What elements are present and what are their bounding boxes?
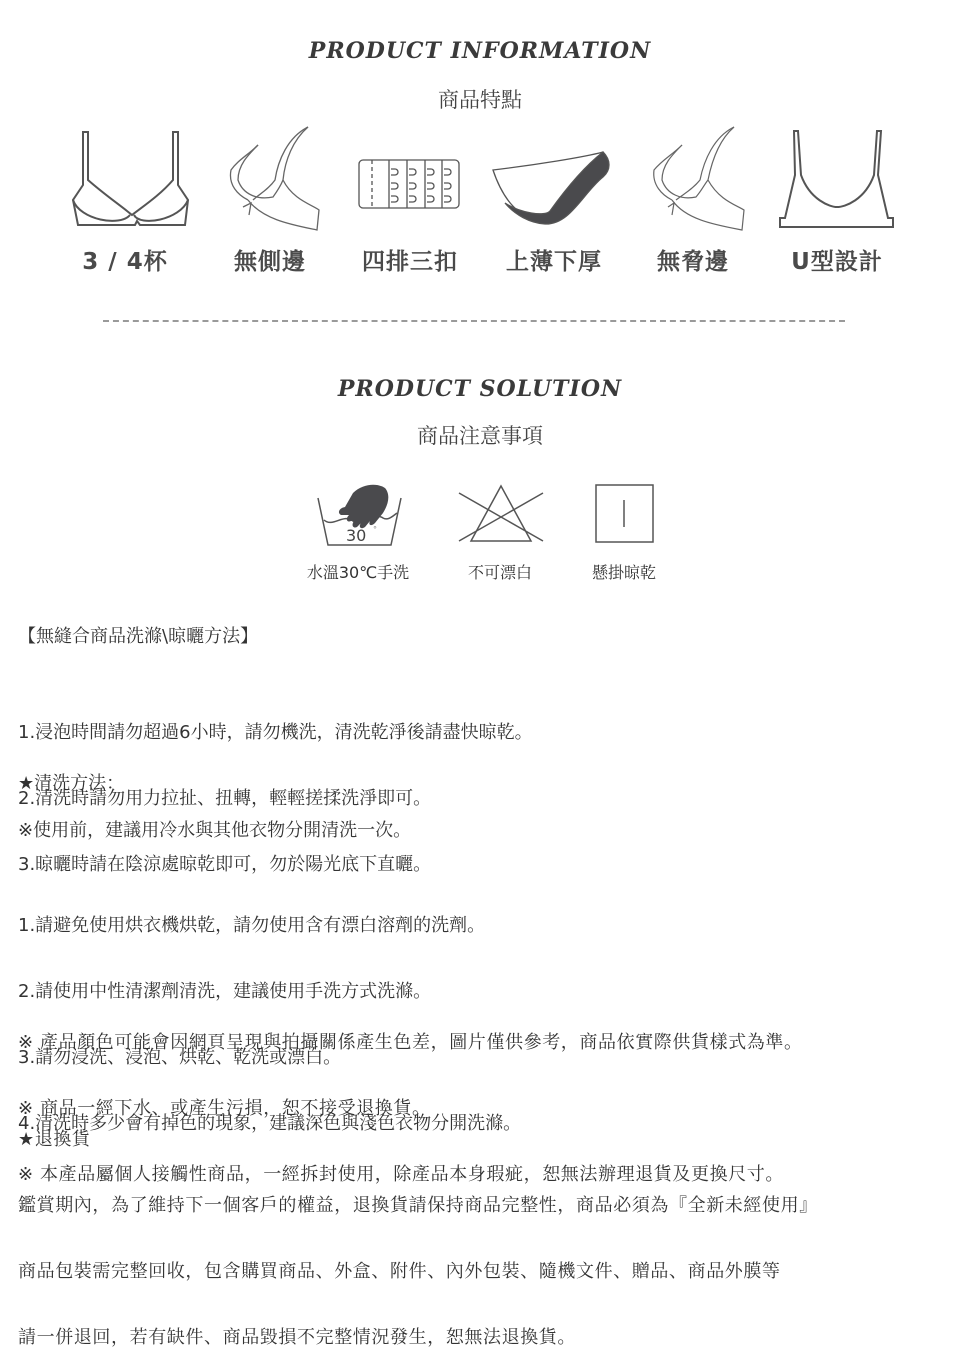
product-features-subtitle: 商品特點: [438, 88, 522, 112]
feature-hook-eye: [352, 125, 482, 235]
cleaning-item: 3.請勿浸洗、浸泡、烘乾、乾洗或漂白。: [18, 1047, 342, 1068]
padded-cup-icon: [485, 125, 625, 235]
svg-text:30: 30: [346, 526, 367, 545]
feature-padded-cup: [485, 125, 615, 235]
no-underarm-bra-icon: [634, 125, 764, 235]
hang-dry-icon: [594, 483, 656, 545]
svg-text:°: °: [373, 525, 377, 534]
notice-item: ※ 本產品屬個人接觸性商品，一經拆封使用，除產品本身瑕疵，恕無法辦理退貨及更換尺寸。: [18, 1164, 784, 1185]
cleaning-item: 1.請避免使用烘衣機烘乾，請勿使用含有漂白溶劑的洗劑。: [18, 915, 486, 936]
notice-item: ※ 產品顏色可能會因網頁呈現與拍攝關係產生色差，圖片僅供參考，商品依實際供貨樣式為準。: [18, 1032, 803, 1053]
returns-section: [18, 1085, 818, 1371]
care-hang-dry: [594, 483, 656, 549]
feature-no-underarm: [634, 125, 764, 235]
care-label-no-bleach: 不可漂白: [467, 563, 532, 582]
product-solution-title: PRODUCT SOLUTION: [337, 376, 623, 402]
feature-label-padded-cup: 上薄下厚: [506, 249, 602, 275]
feature-label-no-side: 無側邊: [234, 249, 306, 275]
product-care-subtitle: 商品注意事項: [417, 424, 543, 448]
care-hand-wash: [313, 483, 403, 552]
washing-method-item: 2.清洗時請勿用力拉扯、扭轉，輕輕搓揉洗淨即可。: [18, 788, 432, 809]
no-side-bra-icon: [213, 125, 343, 235]
notice-item: ※ 商品一經下水、或產生污損，恕不接受退換貨。: [18, 1098, 431, 1119]
product-information-title: PRODUCT INFORMATION: [308, 38, 652, 64]
feature-u-shape: [770, 125, 900, 235]
returns-line: 鑑賞期內，為了維持下一個客戶的權益，退換貨請保持商品完整性，商品必須為『全新未經使用』: [18, 1195, 818, 1216]
cleaning-heading: ★清洗方法：: [18, 773, 125, 794]
feature-label-three-quarter-cup: 3 / 4杯: [82, 249, 168, 275]
hook-and-eye-closure-icon: [352, 125, 482, 235]
cleaning-note: ※使用前，建議用冷水與其他衣物分開清洗一次。: [18, 820, 412, 841]
washing-method-heading: 【無縫合商品洗滌\晾曬方法】: [18, 626, 259, 647]
washing-method-item: 3.晾曬時請在陰涼處晾乾即可，勿於陽光底下直曬。: [18, 854, 432, 875]
returns-line: 請一併退回，若有缺件、商品毀損不完整情況發生，恕無法退換貨。: [18, 1327, 576, 1348]
returns-line: 商品包裝需完整回收，包含購買商品、外盒、附件、內外包裝、隨機文件、贈品、商品外膜等: [18, 1261, 781, 1282]
no-bleach-icon: [456, 483, 546, 548]
care-no-bleach: [456, 483, 546, 552]
care-label-hang-dry: 懸掛晾乾: [591, 563, 656, 582]
feature-label-no-underarm: 無脅邊: [657, 249, 729, 275]
feature-no-side: [213, 125, 343, 235]
feature-label-u-shape: U型設計: [791, 249, 883, 275]
hand-wash-30-icon: [313, 483, 403, 548]
three-quarter-cup-bra-icon: [60, 125, 190, 235]
returns-heading: ★退換貨: [18, 1129, 91, 1150]
feature-label-hook-eye: 四排三扣: [362, 249, 458, 275]
cleaning-item: 4.清洗時多少會有掉色的現象，建議深色與淺色衣物分開洗滌。: [18, 1113, 522, 1134]
u-shape-bra-icon: [770, 125, 900, 235]
cleaning-item: 2.請使用中性清潔劑清洗，建議使用手洗方式洗滌。: [18, 981, 432, 1002]
care-label-hand-wash: 水溫30℃手洗: [306, 563, 410, 582]
section-divider: [103, 320, 845, 322]
feature-three-quarter-cup: [60, 125, 190, 235]
washing-method-item: 1.浸泡時間請勿超過6小時，請勿機洗，清洗乾淨後請盡快晾乾。: [18, 722, 533, 743]
